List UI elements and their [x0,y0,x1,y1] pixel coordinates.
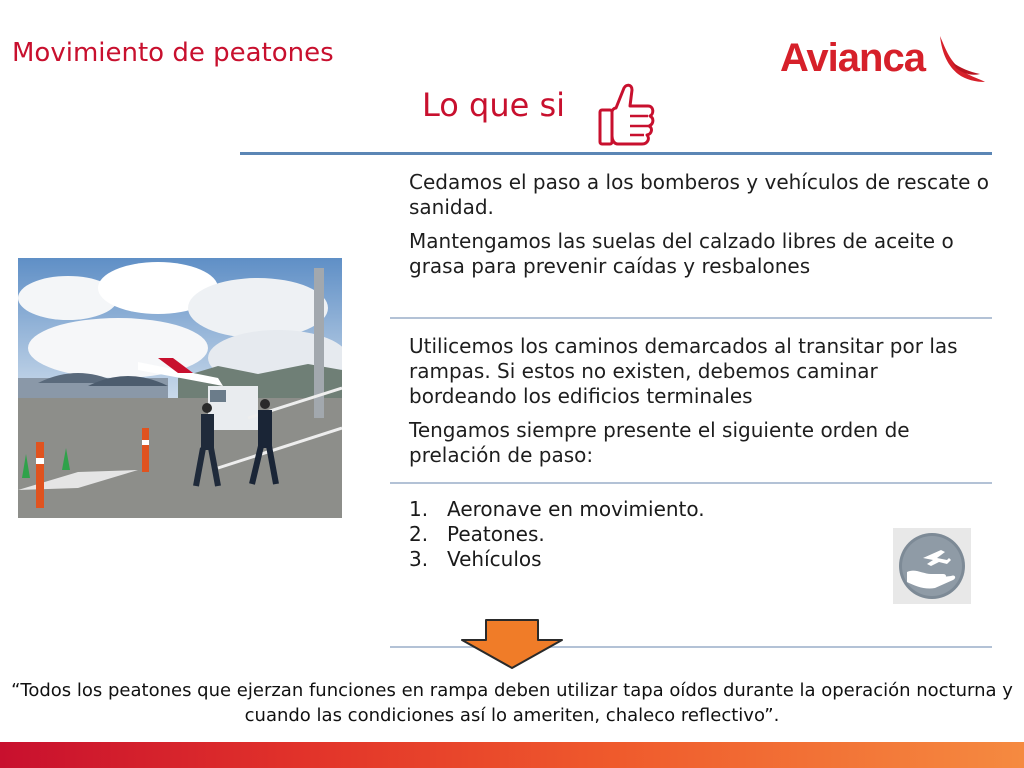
ramp-photo [18,258,342,518]
safety-quote: “Todos los peatones que ejerzan funciones en rampa deben utilizar tapa oídos durante la operación nocturna y cuando las condiciones así lo ameriten, chaleco reflectivo”. [11,680,1013,726]
header-rule [240,152,992,155]
hand-airplane-icon [893,528,971,604]
priority-list [409,497,829,572]
list-item: 1. Aeronave en movimiento. [409,497,705,521]
list-item: 3. Vehículos [409,547,542,571]
list-item: 2. Peatones. [409,522,545,546]
hand-airplane-badge [893,528,971,604]
avianca-logo [780,32,990,88]
avianca-bird-icon [930,32,986,86]
paragraph-priority: Tengamos siempre presente el siguiente orden de prelación de paso: [409,418,910,467]
slide-subtitle: Lo que si [422,86,566,124]
divider-2 [390,482,992,484]
down-arrow-icon [458,618,566,670]
paragraph-paths: Utilicemos los caminos demarcados al transitar por las rampas. Si estos no existen, debemos caminar bordeando los edificios terminales [409,334,958,408]
paragraph-rescue: Cedamos el paso a los bomberos y vehículos de rescate o sanidad. [409,170,989,219]
paragraph-footwear: Mantengamos las suelas del calzado libres de aceite o grasa para prevenir caídas y resbalones [409,229,954,278]
logo-text: Avianca [780,36,925,80]
divider-1 [390,317,992,319]
footer-bar [0,742,1024,768]
text-group-2 [409,334,989,477]
thumbs-up-icon [594,78,658,150]
text-group-1 [409,170,989,288]
slide-title: Movimiento de peatones [12,38,334,68]
